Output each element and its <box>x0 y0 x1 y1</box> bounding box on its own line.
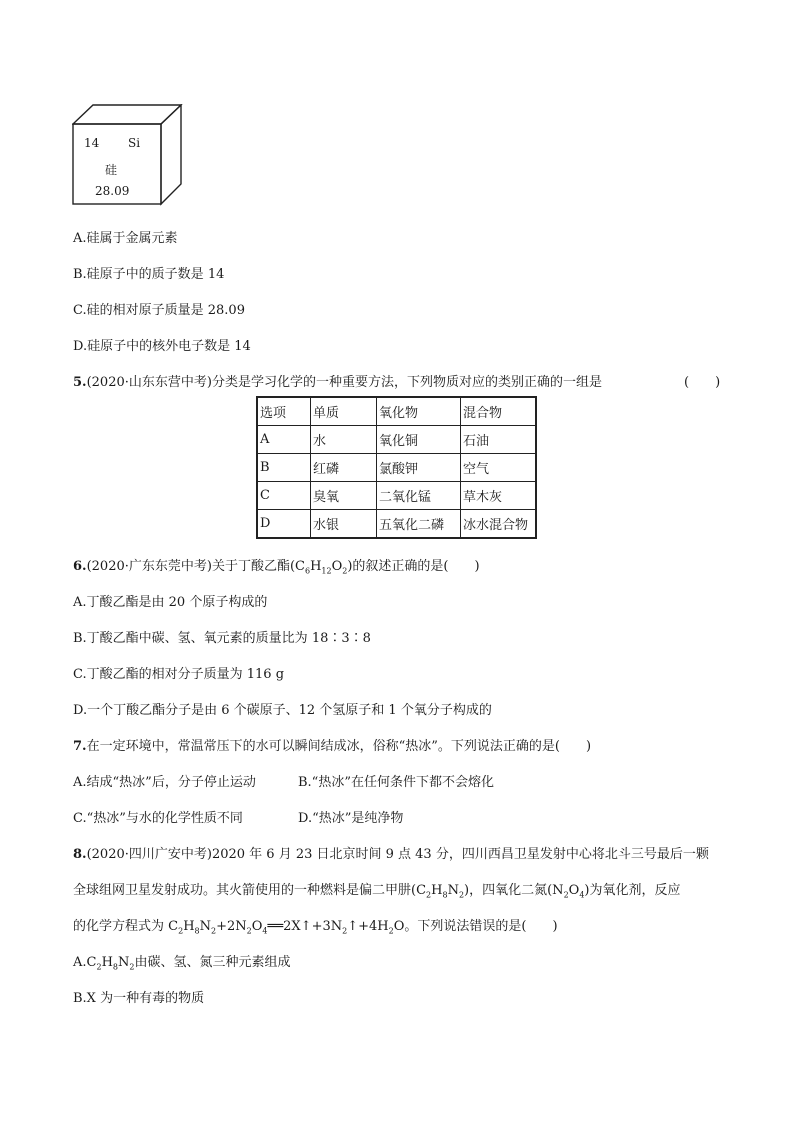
q8-text: )，四氧化二氮(N <box>464 883 564 898</box>
q8-stem-line3 <box>73 915 558 934</box>
q5-text: (2020·山东东营中考)分类是学习化学的一种重要方法，下列物质对应的类别正确的一组是 <box>86 375 602 390</box>
table-cell: 臭氧 <box>311 482 377 510</box>
table-cell: 石油 <box>461 426 537 454</box>
q8-option-a-text: 由碳、氢、氮三种元素组成 <box>134 955 291 970</box>
formula-part: ══2X↑+3N <box>267 919 343 934</box>
q8-text-line1: (2020·四川广安中考)2020 年 6 月 23 日北京时间 9 点 43 分，四川西昌卫星发射中心将北斗三号最后一颗 <box>86 847 709 862</box>
q6-option-d: D.一个丁酸乙酯分子是由 6 个碳原子、12 个氢原子和 1 个氧分子构成的 <box>73 703 492 718</box>
table-cell: C <box>257 482 311 510</box>
element-symbol: Si <box>128 136 141 150</box>
formula-part: ↑+4H <box>347 919 389 934</box>
table-cell: 五氧化二磷 <box>377 510 461 539</box>
q7-option-b: B.“热冰”在任何条件下都不会熔化 <box>298 775 494 790</box>
table-cell: D <box>257 510 311 539</box>
q8-option-a <box>73 951 290 970</box>
q4-option-c: C.硅的相对原子质量是 28.09 <box>73 303 245 318</box>
formula-subscript: 2 <box>388 926 394 936</box>
formula-subscript: 8 <box>112 962 118 972</box>
formula-subscript: 2 <box>246 926 252 936</box>
q6-text-b: )的叙述正确的是( ) <box>347 559 480 574</box>
formula-subscript: 6 <box>304 566 311 576</box>
table-header-cell: 选项 <box>257 397 311 426</box>
table-header-row <box>257 397 536 426</box>
q8-stem-line2 <box>73 879 681 898</box>
q8-text: 全球组网卫星发射成功。其火箭使用的一种燃料是偏二甲肼(C <box>73 883 427 898</box>
formula-subscript: 8 <box>442 890 448 900</box>
table-header-cell: 单质 <box>311 397 377 426</box>
element-name: 硅 <box>105 163 118 177</box>
formula-part: N <box>199 919 211 934</box>
q4-option-b: B.硅原子中的质子数是 14 <box>73 267 225 282</box>
q8-stem-line1 <box>73 843 709 862</box>
formula-part: N <box>447 883 459 898</box>
q5-classification-table <box>256 396 537 539</box>
q7-option-a: A.结成“热冰”后，分子停止运动 <box>73 775 256 790</box>
formula-subscript: 2 <box>342 926 348 936</box>
atomic-number: 14 <box>84 136 100 150</box>
formula-part: O <box>331 559 343 574</box>
q6-option-b: B.丁酸乙酯中碳、氢、氧元素的质量比为 18∶3∶8 <box>73 631 371 646</box>
table-cell: 红磷 <box>311 454 377 482</box>
q7-stem <box>73 735 591 754</box>
formula-part: O <box>251 919 263 934</box>
q5-answer-paren: ( ) <box>684 375 721 390</box>
table-cell: 草木灰 <box>461 482 537 510</box>
formula-subscript: 2 <box>342 566 348 576</box>
formula-subscript: 2 <box>129 962 135 972</box>
table-header-cell: 混合物 <box>461 397 537 426</box>
q4-option-d: D.硅原子中的核外电子数是 14 <box>73 339 251 354</box>
formula-subscript: 2 <box>426 890 432 900</box>
table-cell: 二氧化锰 <box>377 482 461 510</box>
q6-text-a: (2020·广东东莞中考)关于丁酸乙酯(C <box>86 559 305 574</box>
formula-part: H <box>101 955 113 970</box>
formula-subscript: 2 <box>563 890 569 900</box>
q6-option-a: A.丁酸乙酯是由 20 个原子构成的 <box>73 595 268 610</box>
q6-option-c: C.丁酸乙酯的相对分子质量为 116 g <box>73 667 285 682</box>
formula-part: A.C <box>73 955 97 970</box>
question-number: 7. <box>73 739 87 754</box>
formula-subscript: 4 <box>579 890 585 900</box>
formula-part: O <box>568 883 580 898</box>
formula-part: H <box>310 559 322 574</box>
table-row <box>257 482 536 510</box>
table-cell: 冰水混合物 <box>461 510 537 539</box>
table-cell: 氯酸钾 <box>377 454 461 482</box>
formula-subscript: 12 <box>321 566 332 576</box>
atomic-mass: 28.09 <box>95 184 130 198</box>
q7-option-c: C.“热冰”与水的化学性质不同 <box>73 811 243 826</box>
formula-subscript: 2 <box>178 926 184 936</box>
question-number: 6. <box>73 559 87 574</box>
question-number: 8. <box>73 847 87 862</box>
q4-option-a: A.硅属于金属元素 <box>73 231 178 246</box>
formula-subscript: 4 <box>262 926 268 936</box>
formula-part: H <box>431 883 443 898</box>
formula-part: H <box>183 919 195 934</box>
formula-subscript: 2 <box>211 926 217 936</box>
silicon-element-card <box>72 104 182 204</box>
table-cell: A <box>257 426 311 454</box>
table-cell: 水 <box>311 426 377 454</box>
question-number: 5. <box>73 375 87 390</box>
table-cell: B <box>257 454 311 482</box>
table-cell: 水银 <box>311 510 377 539</box>
table-row <box>257 426 536 454</box>
formula-subscript: 2 <box>458 890 465 900</box>
formula-part: N <box>118 955 130 970</box>
table-header-cell: 氧化物 <box>377 397 461 426</box>
formula-subscript: 8 <box>194 926 200 936</box>
table-cell: 空气 <box>461 454 537 482</box>
q8-text: O。下列说法错误的是( ) <box>393 919 558 934</box>
table-row <box>257 510 536 539</box>
table-cell: 氧化铜 <box>377 426 461 454</box>
q8-text: )为氧化剂，反应 <box>584 883 681 898</box>
formula-part: +2N <box>216 919 247 934</box>
table-row <box>257 454 536 482</box>
q5-stem <box>73 371 602 390</box>
q7-text: 在一定环境中，常温常压下的水可以瞬间结成冰，俗称“热冰”。下列说法正确的是( ) <box>86 739 592 754</box>
q8-text: 的化学方程式为 C <box>73 919 179 934</box>
formula-subscript: 2 <box>96 962 102 972</box>
q6-stem <box>73 555 480 574</box>
q7-option-d: D.“热冰”是纯净物 <box>298 811 404 826</box>
q8-option-b: B.X 为一种有毒的物质 <box>73 991 205 1006</box>
